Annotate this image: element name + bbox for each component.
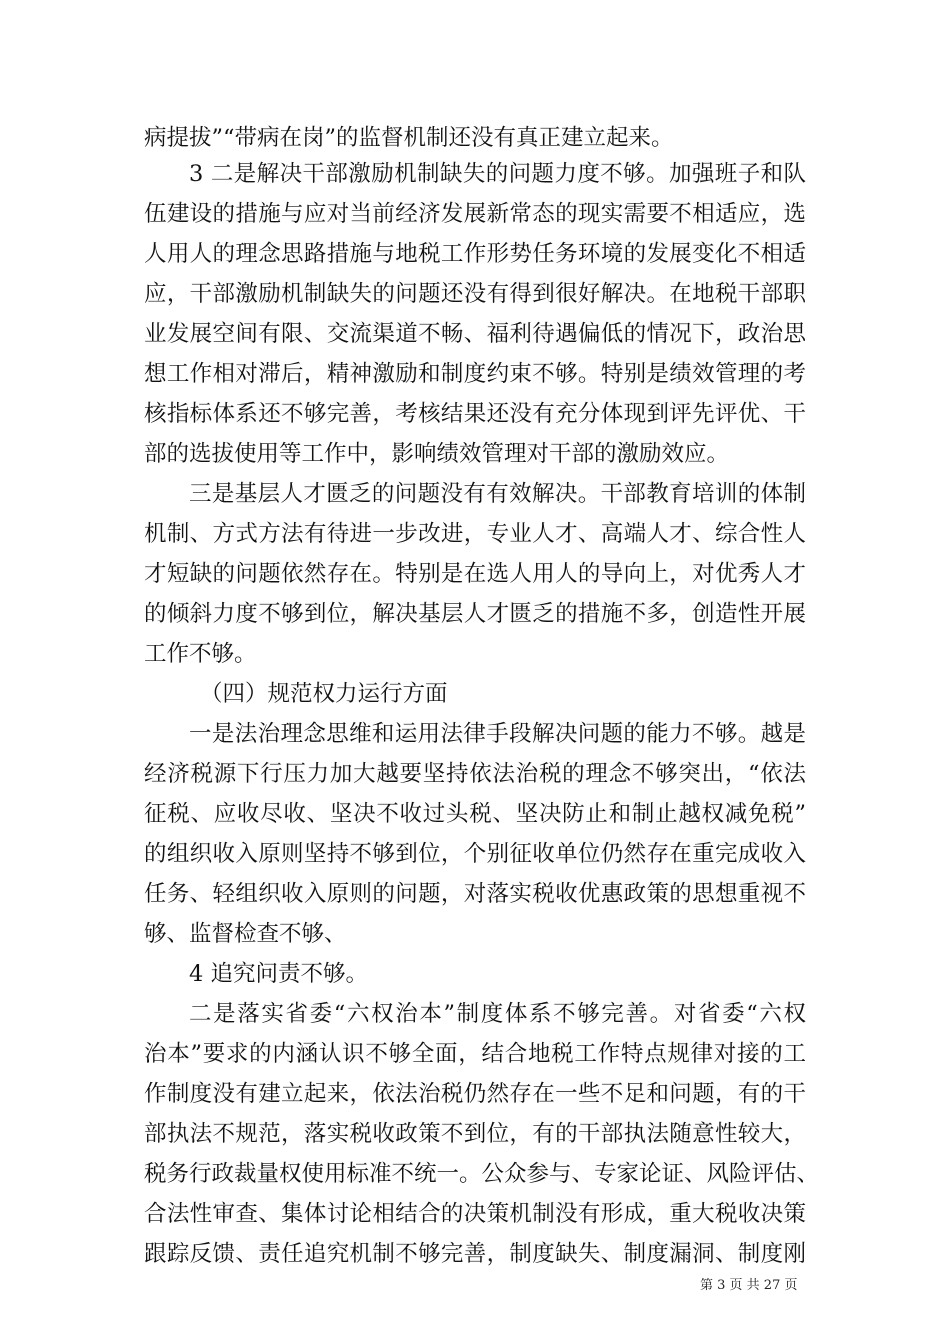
text-line-5: 应，干部激励机制缺失的问题还没有得到很好解决。在地税干部职 bbox=[144, 281, 806, 307]
text-line-22: 4 追究问责不够。 bbox=[189, 961, 368, 987]
text-line-27: 税务行政裁量权使用标准不统一。公众参与、专家论证、风险评估、 bbox=[144, 1161, 820, 1187]
text-line-3: 伍建设的措施与应对当前经济发展新常态的现实需要不相适应，选 bbox=[144, 201, 806, 227]
text-line-11: 机制、方式方法有待进一步改进，专业人才、高端人才、综合性人 bbox=[144, 521, 806, 547]
text-line-4: 人用人的理念思路措施与地税工作形势任务环境的发展变化不相适 bbox=[144, 241, 806, 267]
text-line-18: 征税、应收尽收、坚决不收过头税、坚决防止和制止越权减免税” bbox=[144, 801, 806, 827]
text-line-8: 核指标体系还不够完善，考核结果还没有充分体现到评先评优、干 bbox=[144, 401, 806, 427]
text-line-1: 病提拔”“带病在岗”的监督机制还没有真正建立起来。 bbox=[144, 125, 674, 151]
text-line-13: 的倾斜力度不够到位，解决基层人才匮乏的措施不多，创造性开展 bbox=[144, 601, 806, 627]
text-line-6: 业发展空间有限、交流渠道不畅、福利待遇偏低的情况下，政治思 bbox=[144, 321, 806, 347]
text-line-21: 够、监督检查不够、 bbox=[144, 921, 347, 947]
text-line-29: 跟踪反馈、责任追究机制不够完善，制度缺失、制度漏洞、制度刚 bbox=[144, 1241, 806, 1267]
text-line-12: 才短缺的问题依然存在。特别是在选人用人的导向上，对优秀人才 bbox=[144, 561, 806, 587]
text-line-23: 二是落实省委“六权治本”制度体系不够完善。对省委“六权 bbox=[189, 1001, 806, 1027]
text-line-9: 部的选拔使用等工作中，影响绩效管理对干部的激励效应。 bbox=[144, 441, 730, 467]
text-line-2: 3 二是解决干部激励机制缺失的问题力度不够。加强班子和队 bbox=[189, 161, 806, 187]
text-line-28: 合法性审查、集体讨论相结合的决策机制没有形成，重大税收决策 bbox=[144, 1201, 806, 1227]
text-line-7: 想工作相对滞后，精神激励和制度约束不够。特别是绩效管理的考 bbox=[144, 361, 806, 387]
text-line-10: 三是基层人才匮乏的问题没有有效解决。干部教育培训的体制 bbox=[189, 481, 806, 507]
text-line-25: 作制度没有建立起来，依法治税仍然存在一些不足和问题，有的干 bbox=[144, 1081, 806, 1107]
text-line-16: 一是法治理念思维和运用法律手段解决问题的能力不够。越是 bbox=[189, 721, 806, 747]
text-line-24: 治本”要求的内涵认识不够全面，结合地税工作特点规律对接的工 bbox=[144, 1041, 806, 1067]
text-line-19: 的组织收入原则坚持不够到位，个别征收单位仍然存在重完成收入 bbox=[144, 841, 806, 867]
text-line-26: 部执法不规范，落实税收政策不到位，有的干部执法随意性较大， bbox=[144, 1121, 806, 1147]
text-line-17: 经济税源下行压力加大越要坚持依法治税的理念不够突出，“依法 bbox=[144, 761, 806, 787]
text-line-20: 任务、轻组织收入原则的问题，对落实税收优惠政策的思想重视不 bbox=[144, 881, 806, 907]
section-heading: （四）规范权力运行方面 bbox=[200, 681, 448, 707]
text-line-14: 工作不够。 bbox=[144, 641, 257, 667]
page-number: 第 3 页 共 27 页 bbox=[700, 1278, 798, 1293]
